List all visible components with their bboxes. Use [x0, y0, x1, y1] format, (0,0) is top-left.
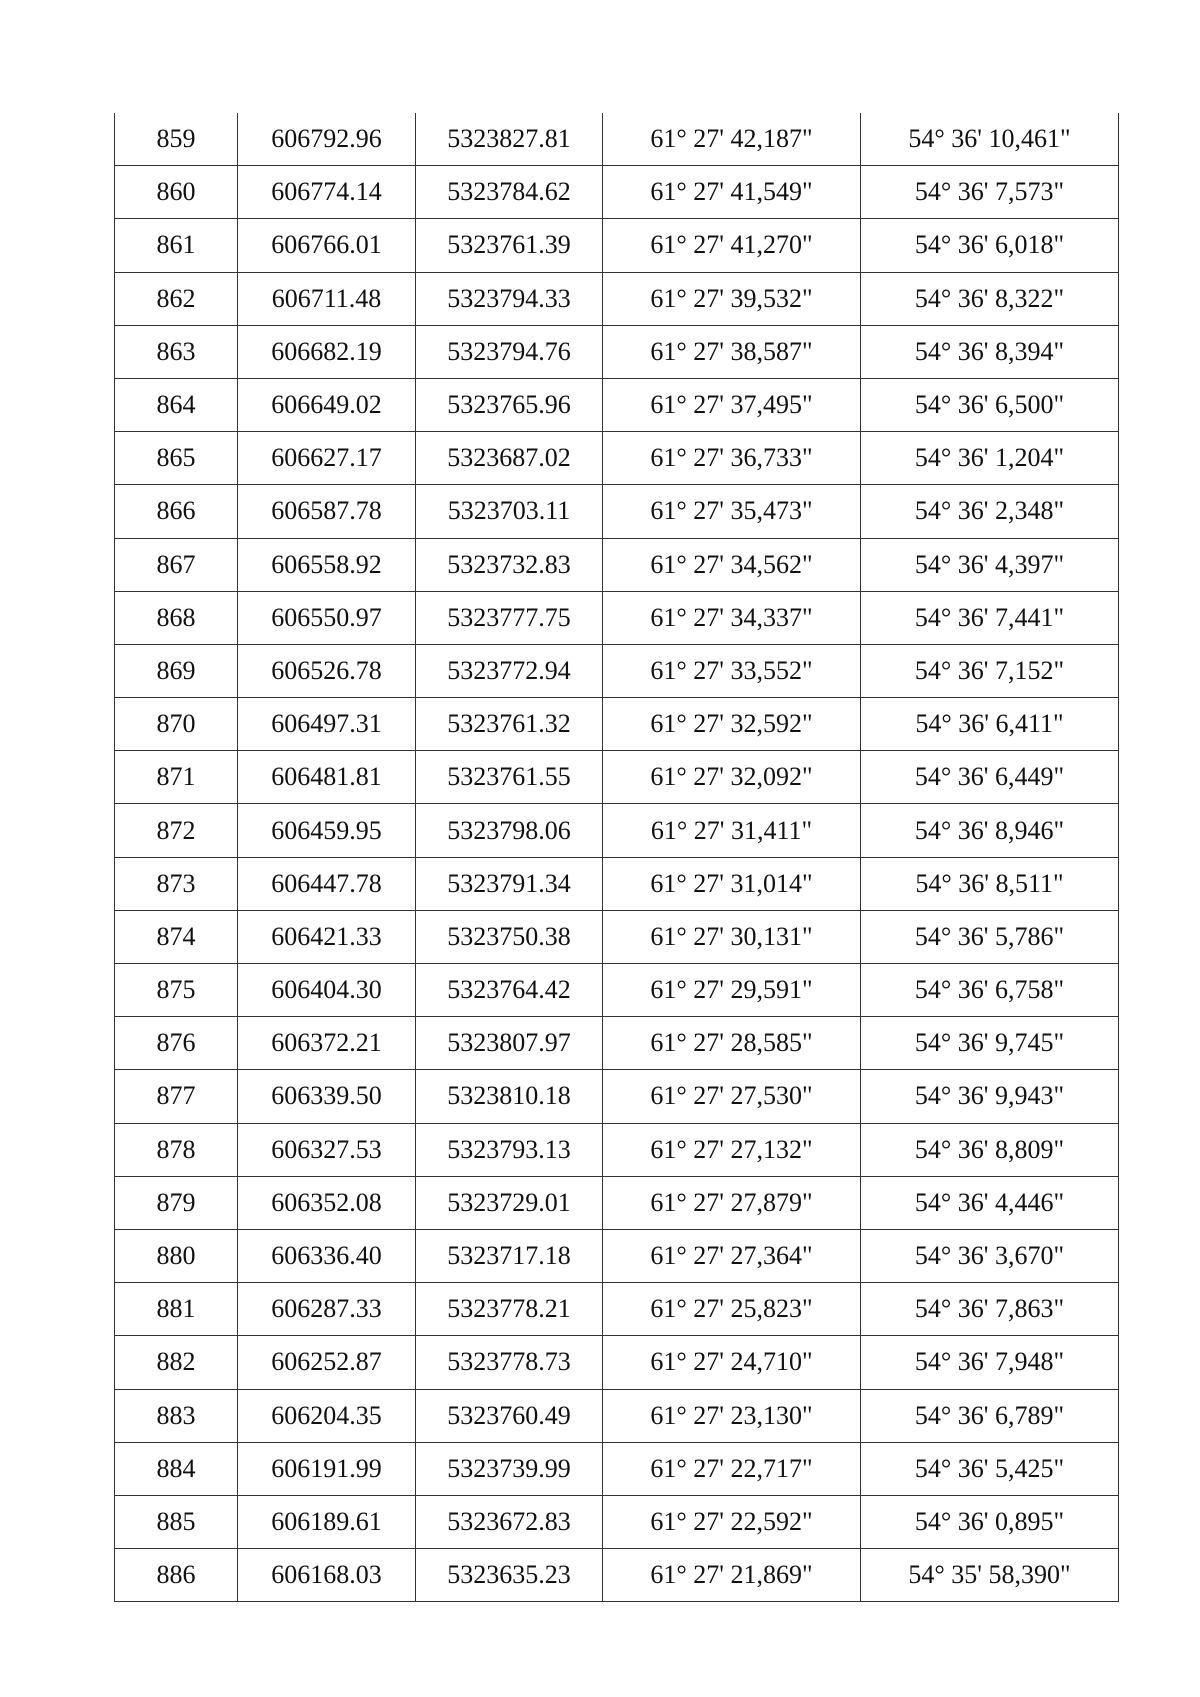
- y-coordinate-cell: 5323687.02: [416, 432, 603, 485]
- longitude-cell: 61° 27' 32,592": [603, 698, 861, 751]
- table-row: [115, 1442, 1119, 1495]
- point-number-cell: 861: [115, 219, 238, 272]
- table-row: [115, 1123, 1119, 1176]
- table-row: [115, 857, 1119, 910]
- longitude-cell: 61° 27' 31,411": [603, 804, 861, 857]
- y-coordinate-cell: 5323703.11: [416, 485, 603, 538]
- latitude-cell: 54° 36' 6,411": [861, 698, 1119, 751]
- latitude-cell: 54° 36' 7,948": [861, 1336, 1119, 1389]
- x-coordinate-cell: 606352.08: [238, 1176, 416, 1229]
- longitude-cell: 61° 27' 42,187": [603, 113, 861, 166]
- point-number-cell: 860: [115, 166, 238, 219]
- longitude-cell: 61° 27' 23,130": [603, 1389, 861, 1442]
- latitude-cell: 54° 36' 6,449": [861, 751, 1119, 804]
- table-row: [115, 432, 1119, 485]
- longitude-cell: 61° 27' 25,823": [603, 1283, 861, 1336]
- longitude-cell: 61° 27' 39,532": [603, 272, 861, 325]
- longitude-cell: 61° 27' 41,270": [603, 219, 861, 272]
- latitude-cell: 54° 36' 8,511": [861, 857, 1119, 910]
- x-coordinate-cell: 606404.30: [238, 964, 416, 1017]
- point-number-cell: 876: [115, 1017, 238, 1070]
- latitude-cell: 54° 36' 9,745": [861, 1017, 1119, 1070]
- point-number-cell: 877: [115, 1070, 238, 1123]
- table-row: [115, 166, 1119, 219]
- y-coordinate-cell: 5323791.34: [416, 857, 603, 910]
- latitude-cell: 54° 36' 4,397": [861, 538, 1119, 591]
- x-coordinate-cell: 606792.96: [238, 113, 416, 166]
- point-number-cell: 859: [115, 113, 238, 166]
- longitude-cell: 61° 27' 31,014": [603, 857, 861, 910]
- table-row: [115, 1229, 1119, 1282]
- table-row: [115, 1389, 1119, 1442]
- table-row: [115, 751, 1119, 804]
- longitude-cell: 61° 27' 38,587": [603, 325, 861, 378]
- longitude-cell: 61° 27' 34,562": [603, 538, 861, 591]
- point-number-cell: 885: [115, 1495, 238, 1548]
- y-coordinate-cell: 5323672.83: [416, 1495, 603, 1548]
- x-coordinate-cell: 606327.53: [238, 1123, 416, 1176]
- longitude-cell: 61° 27' 27,530": [603, 1070, 861, 1123]
- point-number-cell: 881: [115, 1283, 238, 1336]
- x-coordinate-cell: 606459.95: [238, 804, 416, 857]
- coordinates-table-container: [114, 113, 1118, 1602]
- y-coordinate-cell: 5323761.55: [416, 751, 603, 804]
- x-coordinate-cell: 606774.14: [238, 166, 416, 219]
- longitude-cell: 61° 27' 29,591": [603, 964, 861, 1017]
- table-row: [115, 1549, 1119, 1602]
- table-row: [115, 804, 1119, 857]
- x-coordinate-cell: 606191.99: [238, 1442, 416, 1495]
- longitude-cell: 61° 27' 35,473": [603, 485, 861, 538]
- y-coordinate-cell: 5323739.99: [416, 1442, 603, 1495]
- point-number-cell: 862: [115, 272, 238, 325]
- table-row: [115, 378, 1119, 431]
- point-number-cell: 864: [115, 378, 238, 431]
- latitude-cell: 54° 36' 2,348": [861, 485, 1119, 538]
- y-coordinate-cell: 5323635.23: [416, 1549, 603, 1602]
- x-coordinate-cell: 606189.61: [238, 1495, 416, 1548]
- latitude-cell: 54° 36' 3,670": [861, 1229, 1119, 1282]
- y-coordinate-cell: 5323717.18: [416, 1229, 603, 1282]
- latitude-cell: 54° 36' 7,441": [861, 591, 1119, 644]
- y-coordinate-cell: 5323750.38: [416, 910, 603, 963]
- point-number-cell: 872: [115, 804, 238, 857]
- point-number-cell: 884: [115, 1442, 238, 1495]
- y-coordinate-cell: 5323764.42: [416, 964, 603, 1017]
- y-coordinate-cell: 5323729.01: [416, 1176, 603, 1229]
- table-row: [115, 1336, 1119, 1389]
- table-row: [115, 113, 1119, 166]
- y-coordinate-cell: 5323784.62: [416, 166, 603, 219]
- latitude-cell: 54° 36' 8,809": [861, 1123, 1119, 1176]
- x-coordinate-cell: 606447.78: [238, 857, 416, 910]
- table-row: [115, 1017, 1119, 1070]
- longitude-cell: 61° 27' 28,585": [603, 1017, 861, 1070]
- point-number-cell: 869: [115, 644, 238, 697]
- longitude-cell: 61° 27' 22,717": [603, 1442, 861, 1495]
- table-row: [115, 1283, 1119, 1336]
- table-row: [115, 964, 1119, 1017]
- y-coordinate-cell: 5323778.21: [416, 1283, 603, 1336]
- y-coordinate-cell: 5323761.32: [416, 698, 603, 751]
- table-row: [115, 219, 1119, 272]
- y-coordinate-cell: 5323760.49: [416, 1389, 603, 1442]
- point-number-cell: 880: [115, 1229, 238, 1282]
- latitude-cell: 54° 36' 4,446": [861, 1176, 1119, 1229]
- point-number-cell: 868: [115, 591, 238, 644]
- longitude-cell: 61° 27' 32,092": [603, 751, 861, 804]
- x-coordinate-cell: 606587.78: [238, 485, 416, 538]
- latitude-cell: 54° 36' 6,500": [861, 378, 1119, 431]
- point-number-cell: 870: [115, 698, 238, 751]
- point-number-cell: 875: [115, 964, 238, 1017]
- point-number-cell: 874: [115, 910, 238, 963]
- point-number-cell: 867: [115, 538, 238, 591]
- x-coordinate-cell: 606336.40: [238, 1229, 416, 1282]
- point-number-cell: 878: [115, 1123, 238, 1176]
- latitude-cell: 54° 36' 9,943": [861, 1070, 1119, 1123]
- x-coordinate-cell: 606497.31: [238, 698, 416, 751]
- longitude-cell: 61° 27' 41,549": [603, 166, 861, 219]
- latitude-cell: 54° 36' 6,758": [861, 964, 1119, 1017]
- coordinates-table: [114, 113, 1119, 1602]
- longitude-cell: 61° 27' 36,733": [603, 432, 861, 485]
- latitude-cell: 54° 36' 10,461": [861, 113, 1119, 166]
- table-row: [115, 1070, 1119, 1123]
- table-row: [115, 910, 1119, 963]
- latitude-cell: 54° 36' 8,322": [861, 272, 1119, 325]
- y-coordinate-cell: 5323810.18: [416, 1070, 603, 1123]
- point-number-cell: 886: [115, 1549, 238, 1602]
- latitude-cell: 54° 36' 7,573": [861, 166, 1119, 219]
- table-row: [115, 325, 1119, 378]
- y-coordinate-cell: 5323794.33: [416, 272, 603, 325]
- table-row: [115, 538, 1119, 591]
- latitude-cell: 54° 35' 58,390": [861, 1549, 1119, 1602]
- table-row: [115, 591, 1119, 644]
- x-coordinate-cell: 606711.48: [238, 272, 416, 325]
- y-coordinate-cell: 5323807.97: [416, 1017, 603, 1070]
- point-number-cell: 871: [115, 751, 238, 804]
- x-coordinate-cell: 606481.81: [238, 751, 416, 804]
- latitude-cell: 54° 36' 5,425": [861, 1442, 1119, 1495]
- x-coordinate-cell: 606558.92: [238, 538, 416, 591]
- x-coordinate-cell: 606421.33: [238, 910, 416, 963]
- latitude-cell: 54° 36' 1,204": [861, 432, 1119, 485]
- table-row: [115, 644, 1119, 697]
- y-coordinate-cell: 5323765.96: [416, 378, 603, 431]
- x-coordinate-cell: 606766.01: [238, 219, 416, 272]
- latitude-cell: 54° 36' 5,786": [861, 910, 1119, 963]
- x-coordinate-cell: 606204.35: [238, 1389, 416, 1442]
- y-coordinate-cell: 5323772.94: [416, 644, 603, 697]
- table-row: [115, 698, 1119, 751]
- y-coordinate-cell: 5323798.06: [416, 804, 603, 857]
- point-number-cell: 879: [115, 1176, 238, 1229]
- x-coordinate-cell: 606550.97: [238, 591, 416, 644]
- latitude-cell: 54° 36' 8,946": [861, 804, 1119, 857]
- point-number-cell: 873: [115, 857, 238, 910]
- coordinates-table-body: [115, 113, 1119, 1602]
- longitude-cell: 61° 27' 27,132": [603, 1123, 861, 1176]
- x-coordinate-cell: 606627.17: [238, 432, 416, 485]
- point-number-cell: 863: [115, 325, 238, 378]
- longitude-cell: 61° 27' 37,495": [603, 378, 861, 431]
- longitude-cell: 61° 27' 27,879": [603, 1176, 861, 1229]
- point-number-cell: 866: [115, 485, 238, 538]
- latitude-cell: 54° 36' 7,863": [861, 1283, 1119, 1336]
- x-coordinate-cell: 606252.87: [238, 1336, 416, 1389]
- y-coordinate-cell: 5323732.83: [416, 538, 603, 591]
- latitude-cell: 54° 36' 6,789": [861, 1389, 1119, 1442]
- x-coordinate-cell: 606682.19: [238, 325, 416, 378]
- latitude-cell: 54° 36' 8,394": [861, 325, 1119, 378]
- longitude-cell: 61° 27' 27,364": [603, 1229, 861, 1282]
- y-coordinate-cell: 5323827.81: [416, 113, 603, 166]
- point-number-cell: 882: [115, 1336, 238, 1389]
- table-row: [115, 1495, 1119, 1548]
- y-coordinate-cell: 5323794.76: [416, 325, 603, 378]
- x-coordinate-cell: 606649.02: [238, 378, 416, 431]
- x-coordinate-cell: 606339.50: [238, 1070, 416, 1123]
- table-row: [115, 1176, 1119, 1229]
- table-row: [115, 485, 1119, 538]
- longitude-cell: 61° 27' 30,131": [603, 910, 861, 963]
- longitude-cell: 61° 27' 21,869": [603, 1549, 861, 1602]
- latitude-cell: 54° 36' 0,895": [861, 1495, 1119, 1548]
- latitude-cell: 54° 36' 7,152": [861, 644, 1119, 697]
- y-coordinate-cell: 5323778.73: [416, 1336, 603, 1389]
- x-coordinate-cell: 606168.03: [238, 1549, 416, 1602]
- y-coordinate-cell: 5323761.39: [416, 219, 603, 272]
- x-coordinate-cell: 606372.21: [238, 1017, 416, 1070]
- x-coordinate-cell: 606287.33: [238, 1283, 416, 1336]
- y-coordinate-cell: 5323777.75: [416, 591, 603, 644]
- x-coordinate-cell: 606526.78: [238, 644, 416, 697]
- longitude-cell: 61° 27' 22,592": [603, 1495, 861, 1548]
- longitude-cell: 61° 27' 24,710": [603, 1336, 861, 1389]
- table-row: [115, 272, 1119, 325]
- point-number-cell: 865: [115, 432, 238, 485]
- point-number-cell: 883: [115, 1389, 238, 1442]
- latitude-cell: 54° 36' 6,018": [861, 219, 1119, 272]
- longitude-cell: 61° 27' 33,552": [603, 644, 861, 697]
- longitude-cell: 61° 27' 34,337": [603, 591, 861, 644]
- y-coordinate-cell: 5323793.13: [416, 1123, 603, 1176]
